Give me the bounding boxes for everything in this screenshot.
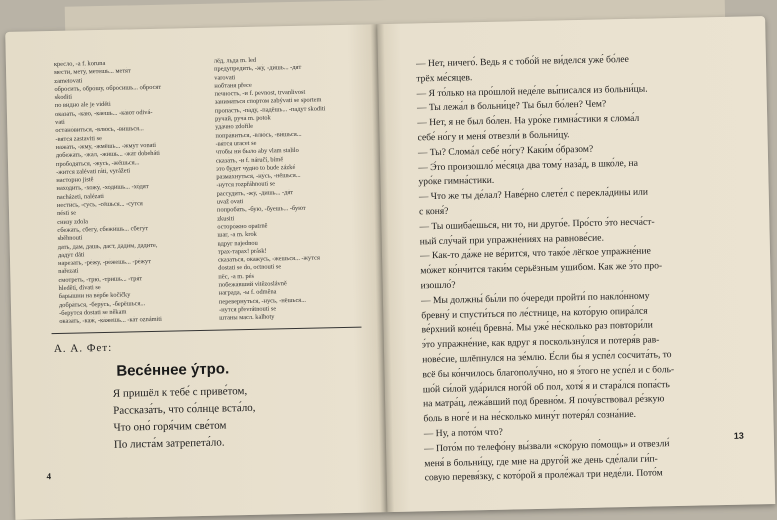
text-line: трёх ме́сяцев. — [416, 72, 473, 85]
vocabulary-entry: dostati se do, octnouti se — [218, 263, 282, 273]
vocabulary-entry: находи́ть, -хожу́, -хо́дишь... -хо́дят — [56, 183, 149, 193]
vocabulary-entry: наре́зать, -ре́жу, -ре́жешь... -ре́жут — [58, 258, 152, 268]
vocabulary-entry: сбежа́ть, сбегу́, сбежи́шь... сбегу́т — [57, 224, 149, 234]
poem-line: Что оно́ горя́чим све́том — [113, 419, 227, 434]
text-line: — Ты? Слома́л себе́ но́гу? Каки́м о́бразом? — [417, 143, 594, 159]
text-line: на матра́ц, лежа́вший под бревно́м. Я почу́вствовал ре́зкую — [422, 393, 665, 410]
text-line: — Я то́лько на про́шлой неде́ле вы́писался из больни́цы. — [416, 83, 648, 99]
poem-author: А. А. Фет: — [53, 341, 113, 356]
text-line: всё бы ко́нчилось благополу́чно, но я э́того не успе́л и с боль- — [422, 363, 675, 381]
page-number-left: 4 — [46, 471, 52, 482]
vocabulary-entry: мести́, мету́, мете́шь... метя́т — [54, 67, 131, 77]
poem-line: Рассказа́ть, что со́лнце вста́ло, — [113, 401, 256, 417]
vocabulary-entry: skoditi — [54, 93, 73, 102]
vocabulary-entry: нести́сь, -су́сь, -сёшься... -су́тся — [56, 200, 143, 210]
vocabulary-entry: насто́рно jistě — [56, 176, 94, 185]
vocabulary-entry: шта́ны масл. kalhoty — [219, 313, 275, 322]
vocabulary-column-1 — [54, 58, 210, 327]
text-line: э́то упражне́ние, как вдруг я поскользну́лся и потеря́в рав- — [421, 334, 660, 351]
text-line: — Как-то да́же не ве́рится, что тако́е лёгкое упражне́ние — [419, 245, 651, 262]
text-line: — Э́то произошло́ ме́сяца два тому́ наза́д, в шко́ле, на — [418, 157, 639, 173]
vocabulary-entry: hleděti, dívati se — [58, 284, 101, 292]
right-page — [377, 16, 775, 512]
vocabulary-entry: смотре́ть, -трю́, -три́шь... -тря́т — [58, 274, 143, 284]
vocabulary-entry: добра́ться, -беру́сь, -берёшься... — [58, 299, 146, 309]
vocabulary-entry: побежа́вший vitězoslávně — [218, 280, 287, 289]
vocabulary-entry: остано́виться, -влю́сь, -ви́шься... — [55, 125, 144, 135]
left-page — [5, 24, 387, 520]
vocabulary-entry: ноб́таня přece — [214, 81, 252, 90]
poem-title: Весе́ннее у́тро. — [116, 360, 230, 380]
text-line: — Ты лежа́л в больни́це? Ты был бо́лен? Чем? — [416, 98, 607, 114]
vocabulary-entry: nacházeti, nalézati — [56, 192, 104, 201]
vocabulary-entry: zametovati — [54, 76, 83, 85]
poem-text — [113, 383, 257, 454]
vocabulary-entry: бары́шни на ве́рбе kočičky — [58, 291, 131, 301]
vocabulary-entry: попроба́ть, -бую, -бу́ешь... -бу́ют — [216, 205, 306, 214]
vocabulary-entry: -ну́тся rozpřáhnouti se — [216, 180, 276, 190]
vocabulary-entry: сказа́ть, -и f. náručí, bímě — [215, 155, 284, 165]
text-line: — Ну, а пото́м что? — [423, 426, 503, 440]
vocabulary-entry: nařezati — [58, 267, 79, 276]
text-line: — Пото́м по телефо́ну вы́звали «ско́рую по́мощь» и отвезли́ — [423, 437, 670, 455]
text-line: — Нет, я не был бо́лен. На уро́ке гимна́стики я слома́л — [417, 112, 640, 129]
text-line: уро́ке гимна́стики. — [418, 175, 495, 188]
vocabulary-entry: руча́й, руча́ m. potok — [215, 114, 271, 123]
vocabulary-entry: vati — [55, 118, 65, 127]
vocabulary-entry: переверну́ться, -ну́сь, -нёшься... — [218, 296, 307, 306]
vocabulary-entry: занима́ться спо́ртом zabývati se sportem — [214, 96, 322, 107]
vocabulary-entry: что́бы ни́ было aby vlam stalilo — [215, 147, 299, 156]
text-line: изошло́? — [420, 279, 456, 292]
vocabulary-entry: -ну́тся převrátnouti se — [219, 305, 277, 314]
vocabulary-column-2 — [214, 55, 370, 324]
text-line: — Ты ошиба́ешься, ни то, ни друго́е. Про́сто э́то несча́ст- — [419, 216, 655, 233]
section-divider — [52, 327, 362, 334]
vocabulary-entry: попра́виться, -влю́сь, -ви́шься... — [215, 130, 302, 140]
open-book — [5, 0, 776, 520]
text-line: с коня́? — [418, 205, 449, 218]
vocabulary-entry: трах-тара́х! prásk! — [217, 247, 267, 256]
text-line: — Мы должны́ бы́ли по о́череди пройти́ по накло́нному — [420, 290, 650, 307]
poem-line: Я пришёл к тебе́ с приве́том, — [112, 385, 248, 400]
vocabulary-entry: это бу́дет чу́дно to bude zázké — [216, 163, 296, 173]
vocabulary-entry: -вя́тся zastaviti se — [55, 134, 103, 143]
vocabulary-entry: прободя́ться, -жу́сь, -жёшься... — [55, 158, 140, 168]
text-line: совую перевя́зку, с кото́рой я проле́жал три неде́ли. Пото́м — [424, 467, 663, 484]
vocabulary-entry: рассуди́ть, -жу́, -ди́шь... -дя́т — [216, 188, 294, 198]
vocabulary-entry: разма́хнуться, -ну́сь, -нёшься... — [216, 172, 301, 181]
vocabulary-entry: кре́сло, -а f. koruna — [53, 59, 106, 68]
vocabulary-entry: шаг, -а m. krok — [217, 231, 257, 239]
vocabulary-entry: zkusiti — [217, 214, 235, 223]
text-line: нове́сие, шлёпнулся на зе́млю. Е́сли бы я успе́л сосчита́ть, то — [422, 349, 672, 366]
vocabulary-entry: обро́сить, обро́шу, обро́сишь... обро́сят — [54, 83, 162, 93]
vocabulary-entry: пропа́сть, -па́ду, -падёшь... -паду́т skoditi — [214, 105, 326, 115]
vocabulary-entry: -беру́тся dostati se někam — [59, 308, 127, 317]
vocabulary-entry: предупреди́ть, -жу́, -ди́шь... -дя́т — [213, 64, 302, 73]
text-line: — Нет, ничего́. Ведь я с тобо́й не ви́делся уже́ бо́лее — [415, 53, 630, 70]
vocabulary-entry: nésti se — [56, 209, 77, 218]
page-number-right: 13 — [733, 430, 744, 441]
vocabulary-entry: пёс, -а m. pés — [218, 272, 255, 281]
vocabulary-entry: даду́т dáti — [57, 251, 85, 259]
text-line: бревну́ и спусти́ться по ле́стнице, на кото́рую опира́лся — [421, 305, 648, 321]
vocabulary-entry: varovati — [214, 73, 236, 82]
poem-line: По листа́м затрепета́ло. — [113, 436, 225, 451]
text-line: ве́рхний коне́ц бревна́. Мы уже́ не́сколько раз повтори́ли — [421, 319, 653, 336]
text-line: — Что же ты де́лал? Наве́рно слете́л с перекла́дины или — [418, 186, 649, 203]
vocabulary-entry: по ви́дно ale je viděti — [54, 101, 111, 110]
vocabulary-entry: оказа́ть, -каж́, -ка́жешь... -ка́т oznámiti — [59, 315, 163, 326]
vocabulary-entry: уда́чно zdořile — [215, 123, 254, 132]
vocabulary-entry: дать, дам, дашь, даст, дади́м, дади́те, — [57, 241, 158, 251]
vocabulary-entry: лёд, льда m. led — [213, 56, 257, 65]
dialogue-text — [416, 51, 747, 487]
vocabulary-entry: оказа́ть, -ка́ю, -ка́ешь... -ка́ют odivá- — [54, 108, 153, 118]
vocabulary-entry: -вя́тся uracet se — [215, 139, 257, 148]
text-line: себе́ но́гу и меня́ отвезли́ в больни́цу. — [417, 129, 570, 144]
vocabulary-entry: uvaž ovati — [216, 198, 244, 206]
vocabulary-entry: сни́зу zdola — [57, 217, 88, 226]
text-line: меня́ в больни́цу, где мне на друго́й же день сде́лали ги́п- — [424, 452, 658, 469]
text-line: шо́й си́лой уда́рился ного́й об пол, хотя́ я и стара́лся попа́сть — [422, 378, 670, 395]
vocabulary-entry: пе́чность, -и f. pevnost, trvanlivost — [214, 88, 306, 98]
vocabulary-entry: добежа́ть, -жа́л, -жи́шь... -жа́т dobeháti — [55, 150, 160, 160]
text-line: боль в ноге́ и на не́сколько мину́т потеря́л созна́ние. — [423, 409, 637, 425]
vocabulary-entry: нажа́ть, -жму́, -жмёшь... -жму́т vonati — [55, 141, 157, 151]
text-line: мо́жет ко́нчится таки́м серьёзным ушибом. Как же э́то про- — [420, 260, 663, 277]
vocabulary-entry: награ́да, -ы f. odměna — [218, 288, 277, 297]
vocabulary-entry: -жи́тся zalévati ráti, vyrážeti — [56, 167, 131, 176]
text-line: ный слу́чай при упражне́ниях на равнове́сие. — [419, 232, 605, 247]
vocabulary-entry: осторо́жно opatrně — [217, 222, 268, 231]
vocabulary-entry: сказа́ться, окажу́сь, -же́шься... -жу́тся — [217, 254, 320, 264]
vocabulary-entry: вдру́г najednou — [217, 239, 258, 248]
vocabulary-list — [54, 55, 359, 327]
vocabulary-entry: sběhnouti — [57, 234, 83, 243]
